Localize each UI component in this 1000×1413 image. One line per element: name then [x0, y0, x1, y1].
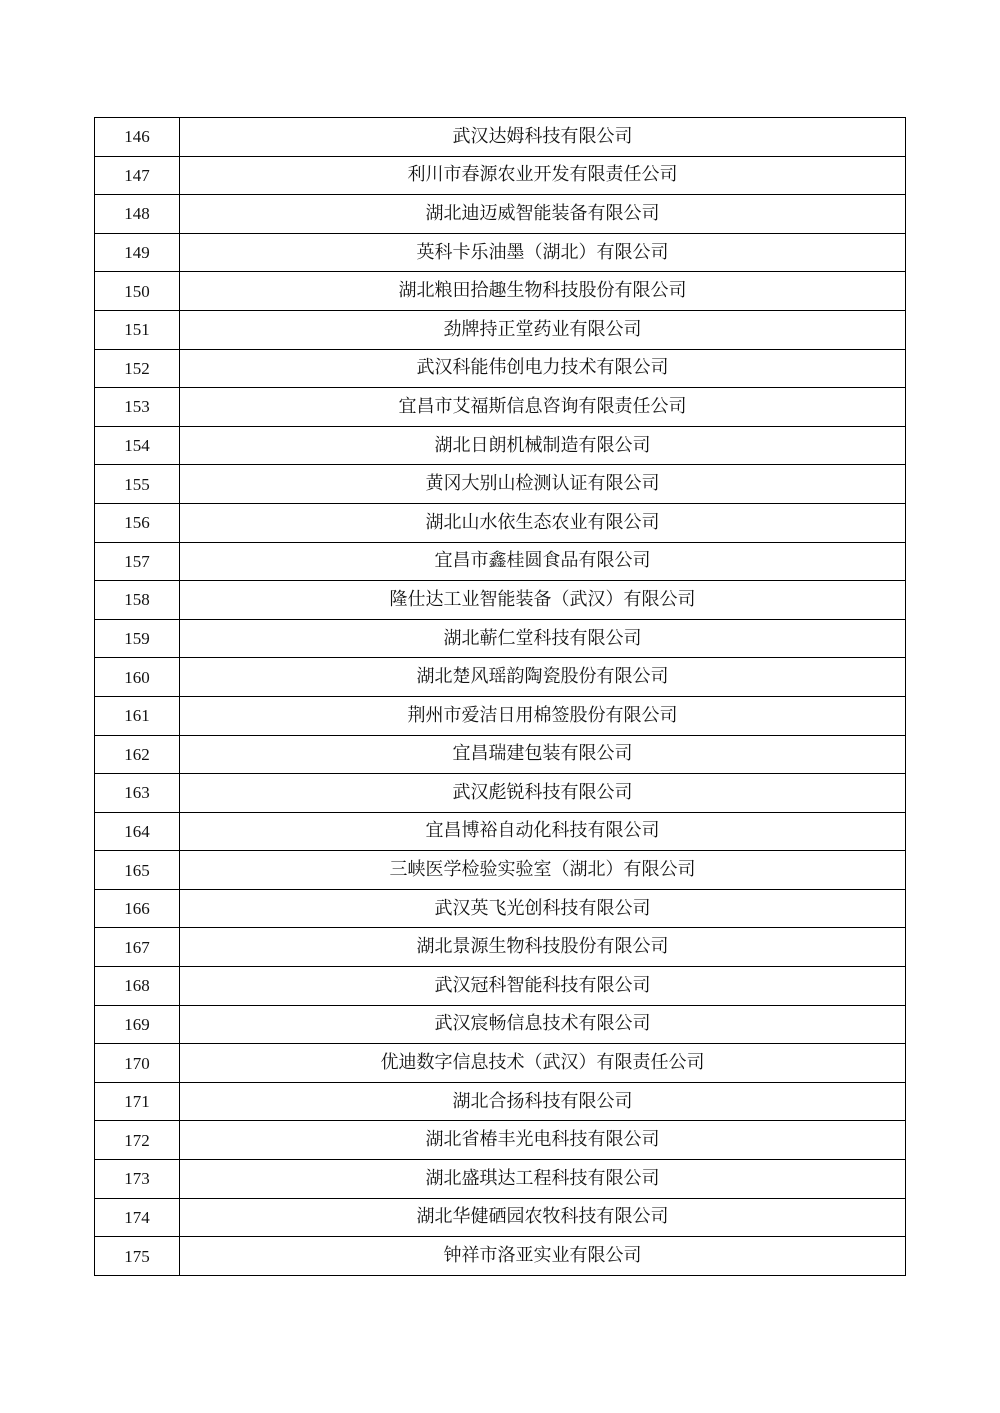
table-row: [95, 195, 906, 234]
company-name: 武汉英飞光创科技有限公司: [180, 889, 906, 928]
table-row: [95, 1121, 906, 1160]
table-row: [95, 1082, 906, 1121]
company-name: 优迪数字信息技术（武汉）有限责任公司: [180, 1044, 906, 1083]
company-name: 湖北景源生物科技股份有限公司: [180, 928, 906, 967]
row-number: 161: [95, 696, 180, 735]
row-number: 174: [95, 1198, 180, 1237]
row-number: 159: [95, 619, 180, 658]
row-number: 172: [95, 1121, 180, 1160]
row-number: 160: [95, 658, 180, 697]
company-name: 劲牌持正堂药业有限公司: [180, 310, 906, 349]
company-name: 湖北迪迈威智能装备有限公司: [180, 195, 906, 234]
table-row: [95, 118, 906, 157]
table-row: [95, 851, 906, 890]
company-name: 湖北山水依生态农业有限公司: [180, 503, 906, 542]
company-name: 宜昌市艾福斯信息咨询有限责任公司: [180, 388, 906, 427]
row-number: 173: [95, 1160, 180, 1199]
company-name: 荆州市爱洁日用棉签股份有限公司: [180, 696, 906, 735]
table-row: [95, 503, 906, 542]
company-name: 湖北粮田拾趣生物科技股份有限公司: [180, 272, 906, 311]
row-number: 171: [95, 1082, 180, 1121]
company-name: 湖北日朗机械制造有限公司: [180, 426, 906, 465]
company-name: 英科卡乐油墨（湖北）有限公司: [180, 233, 906, 272]
row-number: 157: [95, 542, 180, 581]
company-name: 湖北合扬科技有限公司: [180, 1082, 906, 1121]
row-number: 165: [95, 851, 180, 890]
table-row: [95, 1198, 906, 1237]
table-row: [95, 696, 906, 735]
table-row: [95, 233, 906, 272]
table-row: [95, 774, 906, 813]
row-number: 149: [95, 233, 180, 272]
company-list-body: [95, 118, 906, 1276]
company-name: 黄冈大别山检测认证有限公司: [180, 465, 906, 504]
table-row: [95, 928, 906, 967]
row-number: 170: [95, 1044, 180, 1083]
company-name: 湖北蕲仁堂科技有限公司: [180, 619, 906, 658]
table-row: [95, 581, 906, 620]
company-name: 武汉达姆科技有限公司: [180, 118, 906, 157]
row-number: 162: [95, 735, 180, 774]
row-number: 175: [95, 1237, 180, 1276]
table-row: [95, 349, 906, 388]
table-row: [95, 426, 906, 465]
row-number: 164: [95, 812, 180, 851]
row-number: 167: [95, 928, 180, 967]
row-number: 146: [95, 118, 180, 157]
company-name: 武汉科能伟创电力技术有限公司: [180, 349, 906, 388]
table-row: [95, 619, 906, 658]
table-row: [95, 812, 906, 851]
row-number: 150: [95, 272, 180, 311]
row-number: 169: [95, 1005, 180, 1044]
row-number: 151: [95, 310, 180, 349]
company-name: 武汉宸畅信息技术有限公司: [180, 1005, 906, 1044]
table-row: [95, 1044, 906, 1083]
table-row: [95, 658, 906, 697]
company-name: 隆仕达工业智能装备（武汉）有限公司: [180, 581, 906, 620]
table-row: [95, 388, 906, 427]
company-name: 宜昌博裕自动化科技有限公司: [180, 812, 906, 851]
company-name: 宜昌市鑫桂圆食品有限公司: [180, 542, 906, 581]
table-row: [95, 272, 906, 311]
table-row: [95, 542, 906, 581]
company-name: 三峡医学检验实验室（湖北）有限公司: [180, 851, 906, 890]
table-row: [95, 1237, 906, 1276]
company-name: 湖北盛琪达工程科技有限公司: [180, 1160, 906, 1199]
row-number: 156: [95, 503, 180, 542]
table-row: [95, 735, 906, 774]
table-row: [95, 310, 906, 349]
table-row: [95, 889, 906, 928]
row-number: 154: [95, 426, 180, 465]
row-number: 148: [95, 195, 180, 234]
company-name: 湖北省椿丰光电科技有限公司: [180, 1121, 906, 1160]
row-number: 168: [95, 967, 180, 1006]
table-row: [95, 465, 906, 504]
row-number: 153: [95, 388, 180, 427]
row-number: 155: [95, 465, 180, 504]
table-row: [95, 1160, 906, 1199]
row-number: 152: [95, 349, 180, 388]
company-name: 利川市春源农业开发有限责任公司: [180, 156, 906, 195]
company-name: 武汉冠科智能科技有限公司: [180, 967, 906, 1006]
company-name: 湖北华健硒园农牧科技有限公司: [180, 1198, 906, 1237]
row-number: 166: [95, 889, 180, 928]
row-number: 163: [95, 774, 180, 813]
company-list-table: [94, 117, 906, 1276]
table-row: [95, 967, 906, 1006]
company-name: 钟祥市洛亚实业有限公司: [180, 1237, 906, 1276]
row-number: 147: [95, 156, 180, 195]
row-number: 158: [95, 581, 180, 620]
table-row: [95, 1005, 906, 1044]
table-row: [95, 156, 906, 195]
company-name: 宜昌瑞建包装有限公司: [180, 735, 906, 774]
company-name: 武汉彪锐科技有限公司: [180, 774, 906, 813]
company-name: 湖北楚风瑶韵陶瓷股份有限公司: [180, 658, 906, 697]
